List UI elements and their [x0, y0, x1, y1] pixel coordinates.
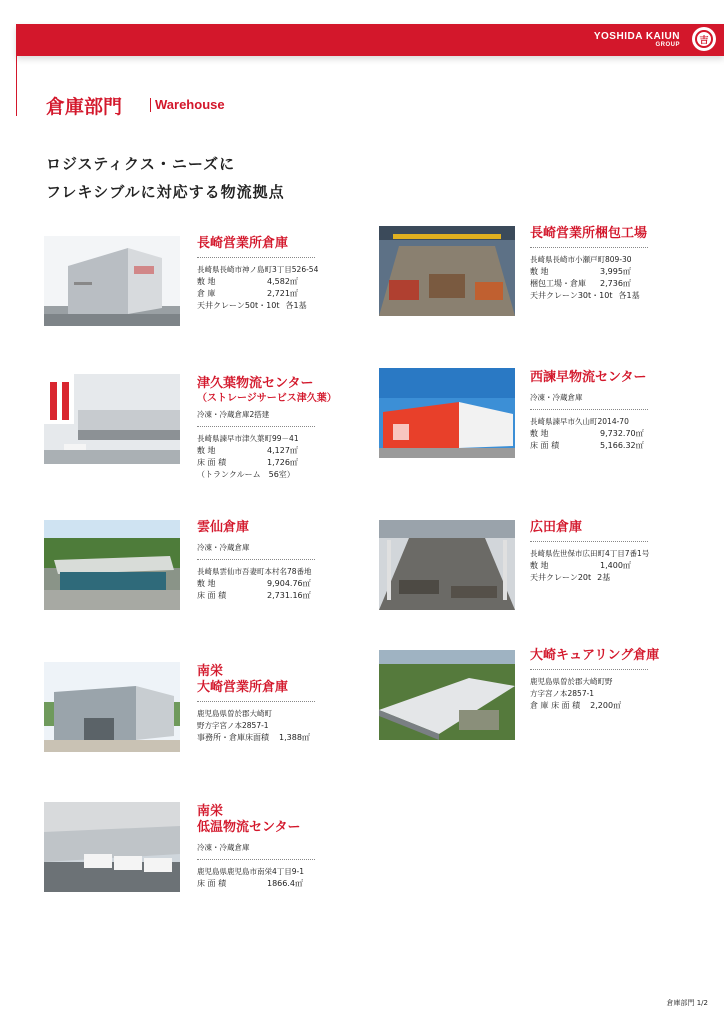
page-title: 倉庫部門	[46, 96, 123, 118]
facility-name: 雲仙倉庫	[197, 520, 250, 535]
divider	[530, 404, 648, 410]
facility-address: 鹿児島県曽於郡大崎町野	[530, 677, 613, 686]
spec-row	[197, 878, 315, 890]
facility-subname: （ストレージサービス津久葉）	[197, 393, 337, 404]
facility-info	[530, 370, 648, 452]
footnote: （トランクルーム 56室）	[197, 470, 295, 479]
divider	[530, 242, 648, 248]
spec-value: 1,726㎡	[267, 458, 298, 467]
facility-address: 長崎県諫早市津久葉町99－41	[197, 434, 299, 443]
divider	[530, 536, 648, 542]
facility-address-line2: 方字宮ノ本2857-1	[530, 689, 595, 698]
warehouse-photo	[44, 236, 180, 326]
facility-address: 長崎県長崎市神ノ島町3丁目526-54	[197, 265, 319, 274]
spec-value: 1,388㎡	[279, 733, 310, 742]
spec-value: 9,732.70㎡	[600, 429, 644, 438]
spec-label: 天井クレーン50t・10t	[197, 301, 280, 310]
facility-name: 広田倉庫	[530, 520, 583, 535]
spec-label: 天井クレーン30t・10t	[530, 291, 613, 300]
page-footer: 倉庫部門 1/2	[666, 999, 708, 1007]
facility-address: 長崎県雲仙市吾妻町本村名78番地	[197, 567, 312, 576]
divider	[197, 554, 315, 560]
spec-value: 2,721㎡	[267, 289, 298, 298]
spec-row	[197, 288, 318, 300]
facility-info	[197, 376, 337, 481]
logo-mark: 吉	[695, 30, 713, 48]
facility-note: 冷凍・冷蔵倉庫	[197, 843, 250, 852]
spec-label: 事務所・倉庫床面積	[197, 733, 269, 742]
osaki-curing-photo	[379, 650, 515, 740]
facility-info	[197, 804, 315, 890]
spec-value: 2,736㎡	[600, 279, 631, 288]
facility-name-line2: 低温物流センター	[197, 820, 301, 835]
facility-name: 西諫早物流センター	[530, 370, 647, 385]
facility-name: 長崎営業所倉庫	[197, 236, 289, 251]
spec-row	[197, 457, 337, 469]
facility-address: 長崎県佐世保市広田町4丁目7番1号	[530, 549, 650, 558]
spec-value: 1,400㎡	[600, 561, 631, 570]
spec-label: 敷 地	[197, 446, 216, 455]
spec-row	[197, 590, 315, 602]
spec-label: 梱包工場・倉庫	[530, 279, 586, 288]
facility-info	[530, 648, 659, 712]
facility-note: 冷凍・冷蔵倉庫	[530, 393, 583, 402]
facility-note: 冷凍・冷蔵倉庫	[197, 543, 250, 552]
tsukuba-center-photo	[44, 374, 180, 464]
spec-label: 敷 地	[197, 277, 216, 286]
spec-row	[197, 445, 337, 457]
facility-info	[530, 520, 649, 584]
header-accent-line	[16, 56, 17, 116]
low-temp-center-photo	[44, 802, 180, 892]
spec-row	[530, 278, 648, 290]
spec-value: 2,200㎡	[590, 701, 622, 710]
spec-label: 床 面 積	[197, 879, 227, 888]
spec-label: 倉 庫	[197, 289, 216, 298]
unzen-warehouse-photo	[44, 520, 180, 610]
spec-label: 天井クレーン20t	[530, 573, 592, 582]
spec-label: 敷 地	[530, 267, 549, 276]
spec-row	[530, 428, 648, 440]
header-bar	[16, 24, 724, 56]
spec-value: 各1基	[285, 301, 307, 310]
facility-address: 長崎県長崎市小瀬戸町809-30	[530, 255, 632, 264]
spec-label: 敷 地	[197, 579, 216, 588]
brand-sub: GROUP	[655, 42, 680, 48]
spec-row	[530, 560, 649, 572]
divider	[197, 252, 315, 258]
facility-name: 大崎キュアリング倉庫	[530, 648, 660, 663]
spec-value: 1866.4㎡	[267, 879, 303, 888]
spec-row	[197, 300, 318, 312]
spec-row	[197, 276, 318, 288]
facility-info	[197, 664, 315, 744]
tagline-line-2: フレキシブルに対応する物流拠点	[46, 183, 285, 201]
brand-title: YOSHIDA KAIUN	[593, 31, 680, 42]
divider	[530, 664, 648, 670]
spec-value: 2,731.16㎡	[267, 591, 311, 600]
spec-label: 床 面 積	[197, 458, 227, 467]
divider	[197, 696, 315, 702]
spec-row	[530, 700, 659, 712]
facility-address: 鹿児島県曽於郡大崎町	[197, 709, 272, 718]
tagline-line-1: ロジスティクス・ニーズに	[46, 155, 236, 173]
spec-label: 床 面 積	[530, 441, 560, 450]
spec-value: 5,166.32㎡	[600, 441, 644, 450]
spec-value: 2基	[597, 573, 611, 582]
page-title-en: Warehouse	[150, 98, 225, 112]
facility-note: 冷凍・冷蔵倉庫2搭建	[197, 410, 270, 419]
divider	[197, 421, 315, 427]
spec-row	[197, 732, 315, 744]
spec-value: 4,582㎡	[267, 277, 298, 286]
facility-name-line2: 大崎営業所倉庫	[197, 680, 289, 695]
facility-info	[197, 236, 318, 312]
tagline	[46, 150, 285, 206]
facility-name: 津久葉物流センター	[197, 376, 314, 391]
spec-row	[530, 440, 648, 452]
facility-info	[530, 226, 648, 302]
divider	[197, 854, 315, 860]
spec-value: 9,904.76㎡	[267, 579, 311, 588]
packing-plant-photo	[379, 226, 515, 316]
spec-label: 倉 庫 床 面 積	[530, 701, 581, 710]
spec-value: 3,995㎡	[600, 267, 631, 276]
nishi-isahaya-photo	[379, 368, 515, 458]
spec-label: 敷 地	[530, 561, 549, 570]
facility-address: 鹿児島県鹿児島市南栄4丁目9-1	[197, 867, 305, 876]
spec-row	[530, 572, 649, 584]
facility-name: 南栄	[197, 804, 224, 819]
osaki-warehouse-photo	[44, 662, 180, 752]
facility-name: 南栄	[197, 664, 224, 679]
facility-name: 長崎営業所梱包工場	[530, 226, 648, 241]
brand-name	[594, 32, 680, 50]
company-logo	[692, 27, 716, 51]
spec-row	[530, 266, 648, 278]
facility-info	[197, 520, 315, 602]
hirota-warehouse-photo	[379, 520, 515, 610]
facility-address-line2: 野方字宮ノ本2857-1	[197, 721, 269, 730]
spec-row	[197, 578, 315, 590]
spec-label: 敷 地	[530, 429, 549, 438]
facility-address: 長崎県諫早市久山町2014-70	[530, 417, 629, 426]
spec-value: 各1基	[618, 291, 640, 300]
spec-row	[530, 290, 648, 302]
spec-label: 床 面 積	[197, 591, 227, 600]
spec-value: 4,127㎡	[267, 446, 298, 455]
